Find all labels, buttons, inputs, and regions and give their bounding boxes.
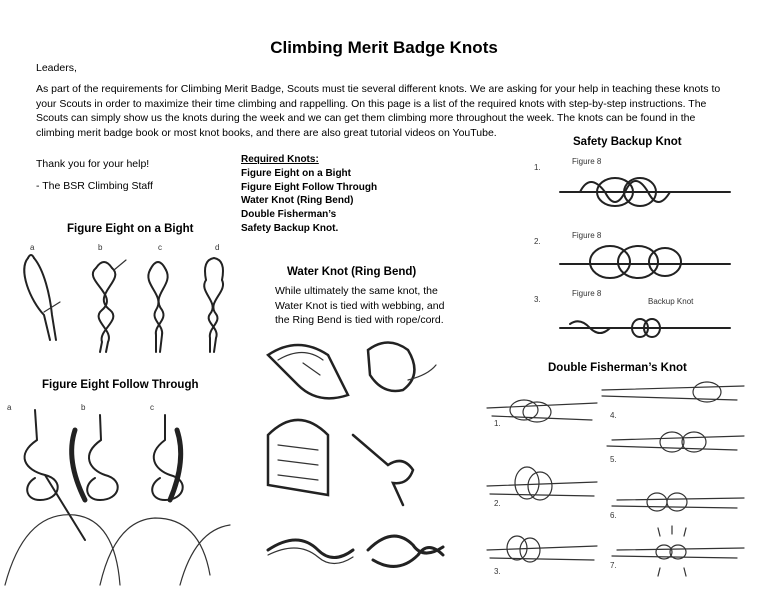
required-knot-item: Figure Eight on a Bight [241,167,351,179]
step-number: 3. [534,295,541,304]
page-title: Climbing Merit Badge Knots [270,38,498,57]
figure-eight-follow-illustration [5,400,240,590]
greeting: Leaders, [36,62,77,74]
double-fisherman-illustration [482,378,752,588]
step-number: 4. [610,411,617,420]
step-label: b [81,403,86,412]
step-label: d [215,243,220,252]
safety-backup-illustration [530,152,745,352]
step-label: b [98,243,103,252]
knot-drawing [5,410,230,585]
backup-knot-label: Backup Knot [648,297,694,306]
required-knots-heading: Required Knots: [241,154,319,165]
step-label: c [158,243,162,252]
required-knots-list [241,153,377,236]
signature: - The BSR Climbing Staff [36,180,153,192]
step-number: 7. [610,561,617,570]
step-number: 1. [534,163,541,172]
double-fisherman-heading: Double Fisherman’s Knot [548,362,687,374]
figure-eight-bight-illustration [10,240,250,355]
safety-backup-heading: Safety Backup Knot [573,136,682,148]
figure-eight-bight-heading: Figure Eight on a Bight [67,223,194,235]
figure-label: Figure 8 [572,157,602,166]
knot-drawing [24,255,223,352]
step-label: a [7,403,12,412]
figure-eight-follow-heading: Figure Eight Follow Through [42,379,199,391]
step-label: c [150,403,154,412]
step-number: 2. [534,237,541,246]
water-knot-illustration [258,335,458,590]
figure-label: Figure 8 [572,231,602,240]
required-knot-item: Double Fisherman’s [241,209,337,221]
step-number: 1. [494,419,501,428]
required-knot-item: Safety Backup Knot. [241,222,339,234]
required-knot-item: Figure Eight Follow Through [241,181,378,193]
intro-paragraph: As part of the requirements for Climbing Merit Badge, Scouts must tie several different knots. We are asking for your help in teaching these knots to your Scouts in order to maximize their time climbing and rappelling. On this page is a list of the required knots with step-by-step instructions. The Scouts can simply show us the knots during the week and we can get them climbing more throughout the week. The knots can be found in the climbing merit badge book or most knot books, and there are also great tutorial videos on YouTube. [36,83,721,139]
step-number: 6. [610,511,617,520]
knot-drawing [560,178,730,337]
water-knot-heading: Water Knot (Ring Bend) [287,266,417,278]
thanks-text: Thank you for your help! [36,158,150,170]
water-knot-description: While ultimately the same knot, the Water Knot is tied with webbing, and the Ring Bend is tied with rope/cord. [275,285,445,326]
step-label: a [30,243,35,252]
figure-label: Figure 8 [572,289,602,298]
step-number: 5. [610,455,617,464]
required-knot-item: Water Knot (Ring Bend) [241,195,354,207]
step-number: 3. [494,567,501,576]
step-number: 2. [494,499,501,508]
